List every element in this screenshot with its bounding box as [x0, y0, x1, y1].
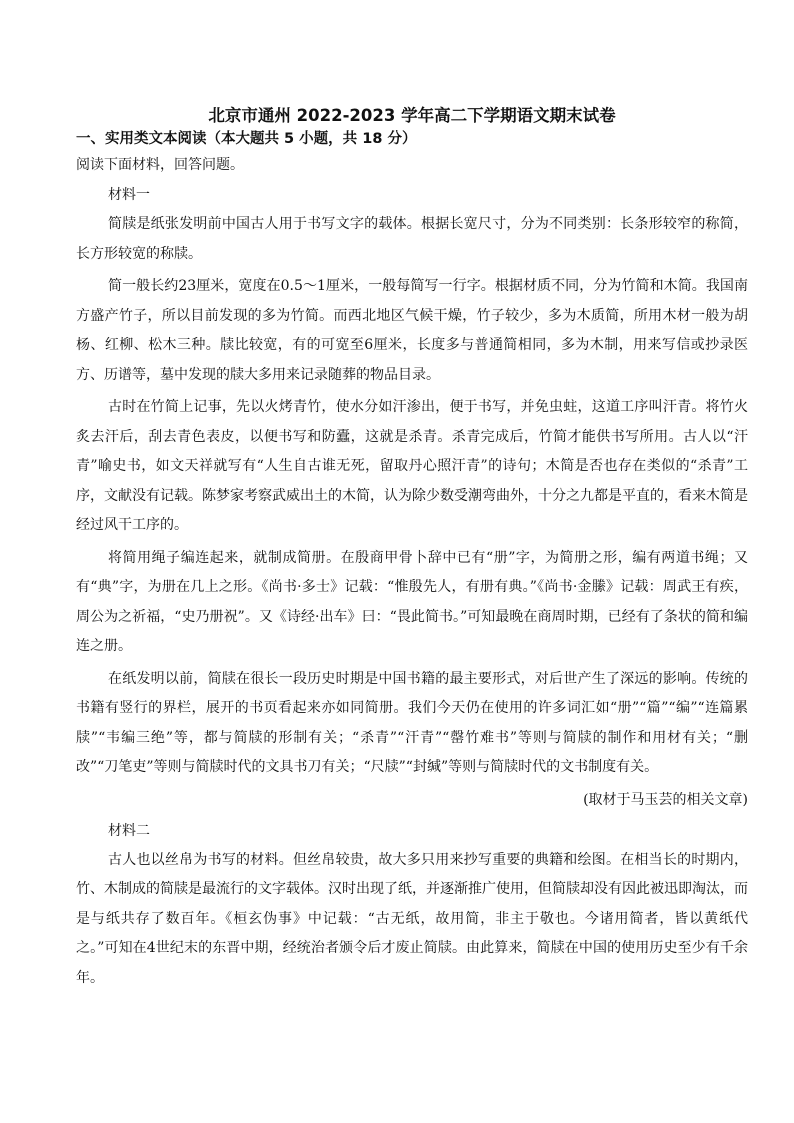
material-one-source: (取材于马玉芸的相关文章): [583, 791, 748, 808]
section-heading: 一、实用类文本阅读（本大题共 5 小题，共 18 分）: [76, 131, 417, 147]
material-one-label: 材料一: [108, 187, 150, 203]
material-one-paragraph-2: 简一般长约23厘米，宽度在0.5～1厘米，一般每简写一行字。根据材质不同，分为竹简和木简。我国南方盛产竹子，所以目前发现的多为竹简。而西北地区气候干燥，竹子较少，多为木质简，所用木材一般为胡杨、红柳、松木三种。牍比较宽，有的可宽至6厘米，长度多与普通简相同，多为木制，用来写信或抄录医方、历谱等，墓中发现的牍大多用来记录随葬的物品目录。: [76, 278, 748, 383]
material-one-paragraph-3: 古时在竹简上记事，先以火烤青竹，使水分如汗渗出，便于书写，并免虫蛀，这道工序叫汗青。将竹火炙去汗后，刮去青色表皮，以便书写和防蠹，这就是杀青。杀青完成后，竹简才能供书写所用。古人以“汗青”喻史书，如文天祥就写有“人生自古谁无死，留取丹心照汗青”的诗句；木简是否也存在类似的“杀青”工序，文献没有记载。陈梦家考察武威出土的木简，认为除少数受潮弯曲外，十分之九都是平直的，看来木简是经过风干工序的。: [76, 399, 748, 533]
material-one-paragraph-4: 将简用绳子编连起来，就制成简册。在殷商甲骨卜辞中已有“册”字，为简册之形，编有两道书绳；又有“典”字，为册在几上之形。《尚书·多士》记载：“惟殷先人，有册有典。”《尚书·金縢》记载：周武王有疾，周公为之祈福，“史乃册祝”。又《诗经·出车》曰：“畏此简书。”可知最晚在商周时期，已经有了条状的简和编连之册。: [76, 549, 748, 654]
exam-page: [76, 100, 748, 996]
document-title: 北京市通州 2022-2023 学年高二下学期语文期末试卷: [208, 106, 616, 125]
material-one-paragraph-5: 在纸发明以前，简牍在很长一段历史时期是中国书籍的最主要形式，对后世产生了深远的影响。传统的书籍有竖行的界栏，展开的书页看起来亦如同简册。我们今天仍在使用的许多词汇如“册”“篇”“编”“连篇累牍”“韦编三绝”等，都与简牍的形制有关；“杀青”“汗青”“罄竹难书”等则与简牍的制作和用材有关；“删改”“刀笔吏”等则与简牍时代的文具书刀有关；“尺牍”“封缄”等则与简牍时代的文书制度有关。: [76, 670, 748, 775]
material-two-label: 材料二: [108, 822, 150, 839]
material-one-paragraph-1: 简牍是纸张发明前中国古人用于书写文字的载体。根据长宽尺寸，分为不同类别：长条形较窄的称简，长方形较宽的称牍。: [76, 216, 748, 262]
reading-instruction: 阅读下面材料，回答问题。: [76, 157, 244, 173]
material-two-paragraph-1: 古人也以丝帛为书写的材料。但丝帛较贵，故大多只用来抄写重要的典籍和绘图。在相当长的时期内，竹、木制成的简牍是最流行的文字载体。汉时出现了纸，并逐渐推广使用，但简牍却没有因此被迅即淘汰，而是与纸共存了数百年。《桓玄伪事》中记载：“古无纸，故用简，非主于敬也。今诸用简者，皆以黄纸代之。”可知在4世纪末的东晋中期，经统治者颁令后才废止简牍。由此算来，简牍在中国的使用历史至少有千余年。: [76, 851, 748, 986]
material-two: [76, 818, 748, 994]
material-one: [76, 182, 748, 814]
